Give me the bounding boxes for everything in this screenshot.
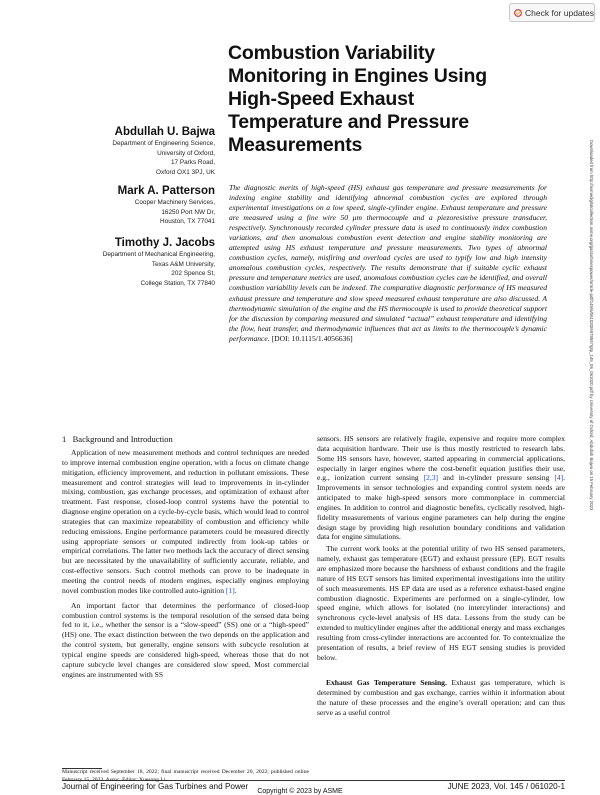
author-affiliation-line: Cooper Machinery Services, [134, 199, 215, 206]
paper-title: Combustion Variability Monitoring in Engines Using High-Speed Exhaust Temperature and Pressure Measurements [228, 42, 487, 156]
author-block-3 [103, 236, 215, 288]
paragraph: Application of new measurement methods and control techniques are needed to improve internal combustion engine operation, with a focus on climate change mitigation, efficiency improvement, and reduction in pollutant emissions. These measurement and control strategies will lead to improvements in in-cylinder mixing, combustion, gas exchange processes, and optimization of exhaust after treatment. Fast response, closed-loop control systems have the potential to diagnose engine operation on a cycle-by-cycle basis, which would lead to control strategies that can maximize repeatability of combustion and efficiency while reducing emissions. Engine performance parameters could be measured directly using appropriate sensors or computed indirectly from look-up tables or empirical correlations. The latter two methods lack the accuracy of direct sensing but are necessitated by the unavailability of sufficiently accurate, reliable, and cost-effective sensors. Such control methods can prove to be inadequate in meeting the control needs of modern engines, especially engines employing novel combustion modes like controlled auto-ignition [1]. [62, 448, 309, 595]
abstract-text: The diagnostic merits of high-speed (HS) exhaust gas temperature and pressure measurements for indexing engine stability and identifying abnormal combustion cycles are explored through experimental investigations on a low speed, single-cylinder engine. Exhaust temperature and pressure are measured using a fine wire 50 μm thermocouple and a piezoresistive pressure transducer, respectively. Synchronously recorded cylinder pressure data is used to continuously index combustion variations, and then anomalous combustion event detection and engine stability monitoring are attempted using HS exhaust temperature and pressure measurements. Two types of abnormal combustion cycles, namely, misfiring and overload cycles are used to typify low and high intensity anomalous combustion cycles, respectively. The results demonstrate that if suitable cyclic exhaust pressure and temperature metrics are used, anomalous combustion cycles can be identified, and overall combustion variability levels can be indexed. The comparative diagnostic performance of HS measured exhaust pressure and temperature and slow speed measured exhaust temperature are also discussed. A thermodynamic simulation of the engine and the HS thermocouple is used to provide theoretical support for the discussion by comparing measured and simulated “actual” exhaust temperature and identifying the flow, heat transfer, and thermodynamic influences that act as limits to the thermocouple’s dynamic performance. [229, 183, 547, 343]
citation-link[interactable]: [4] [554, 473, 564, 483]
author-block-2 [118, 184, 215, 227]
paragraph-text: and in-cylinder pressure sensing [442, 473, 550, 483]
footer-copyright: Copyright © 2023 by ASME [257, 788, 343, 795]
doi-link[interactable]: [DOI: 10.1115/1.4056636] [271, 333, 353, 343]
paragraph [317, 678, 565, 717]
author-affiliation-line: Texas A&M University, [151, 260, 215, 268]
footer-journal-name: Journal of Engineering for Gas Turbines and Power [62, 782, 249, 791]
paragraph-text: sensors. HS sensors are relatively fragile, expensive and require more complex data acquisition hardware. Their use is thus mostly restricted to research labs. Some HS sensors have, however, started appearing in commercial applications, especially in larger engines where the cost-benefit equation justifies their use, e.g., ionization current sensing [317, 434, 565, 483]
abstract [229, 183, 547, 344]
section-number: 1 [62, 434, 67, 444]
check-updates-label: Check for updates [525, 7, 594, 18]
section-heading [62, 434, 173, 444]
paragraph: An important factor that determines the performance of closed-loop combustion control systems is the temporal resolution of the sensed data being fed to it, i.e., whether the sensor is a “slow-speed” (SS) one or a “high-speed” (HS) one. The exact distinction between the two depends on the application and the control system, but generally, engine sensors with subcycle resolution at typical engine speeds are considered high-speed, whereas those that do not capture subcycle level changes are considered slow speed. Most commercial engines are instrumented with SS [62, 600, 309, 679]
author-affiliation-line: College Station, TX 77840 [140, 279, 215, 287]
author-name: Abdullah U. Bajwa [114, 126, 215, 138]
paragraph-text: Exhaust gas temperature, which is determined by combustion and gas exchange, carries within it information about the nature of these processes and the engine’s overall operation; and can thus serve as a useful control [317, 678, 565, 717]
author-affiliation-line: 17 Parks Road, [170, 159, 215, 167]
check-updates-icon [514, 7, 522, 19]
download-note-text: Downloaded from http://asmedigitalcollection.asme.org/gasturbinespower/article-pdf/145/6/061020/6978597/gtp_145_06_061020.pdf by University of Oxford, Abdullah Bajwa on 15 February 2023 [589, 140, 594, 511]
citation-link[interactable]: [1] [225, 585, 235, 595]
paragraph-text: Application of new measurement methods and control techniques are needed to improve internal combustion engine operation, with a focus on climate change mitigation, efficiency improvement, and reduction in pollutant emissions. These measurement and control strategies will lead to improvements in in-cylinder mixing, combustion, gas exchange processes, and optimization of exhaust after treatment. Fast response, closed-loop control systems have the potential to diagnose engine operation on a cycle-by-cycle basis, which would lead to control strategies that can maximize repeatability of combustion and efficiency while reducing emissions. Engine performance parameters could be measured directly using appropriate sensors or computed indirectly from look-up tables or empirical correlations. The latter two methods lack the accuracy of direct sensing but are necessitated by the unavailability of sufficiently accurate, reliable, and cost-effective sensors. Such control methods can prove to be inadequate in meeting the control needs of modern engines, especially engines employing novel combustion modes like controlled auto-ignition [62, 448, 309, 595]
footer-rule [62, 780, 565, 781]
author-affiliation-line: 16250 Port NW Dr, [161, 208, 215, 216]
footer-issue-info: JUNE 2023, Vol. 145 / 061020-1 [447, 782, 565, 791]
author-affiliation-line: University of Oxford, [157, 149, 215, 157]
left-column [62, 448, 309, 679]
paragraph-text: . Improvements in sensor technologies and expanding control system needs are anticipated to make high-speed sensors more commonplace in commercial engines. In addition to control and diagnostic benefits, cyclically resolved, high-fidelity measurements of various engine parameters can help during the engine design stage by providing high resolution boundary conditions and validation data for engine simulations. [317, 473, 566, 542]
subsection-heading: Exhaust Gas Temperature Sensing. [326, 678, 447, 688]
footnote: Manuscript received September 18, 2022; final manuscript received December 20, 2022; published online February 15, 2023. Assoc. Editor: Xuesong Li. [62, 769, 309, 783]
author-block-1 [112, 125, 215, 177]
author-affiliation-line: 202 Spence St, [171, 270, 215, 278]
section-title: Background and Introduction [72, 434, 173, 444]
author-affiliation-line: Oxford OX1 3PJ, UK [156, 168, 215, 176]
author-name: Mark A. Patterson [117, 185, 215, 197]
paragraph [317, 434, 565, 542]
citation-link[interactable]: [2,3] [423, 473, 439, 483]
author-affiliation-line: Department of Engineering Science, [112, 140, 215, 147]
author-affiliation-line: Houston, TX 77041 [160, 218, 215, 226]
paragraph: The current work looks at the potential utility of two HS sensed parameters, namely, exhaust gas temperature (EGT) and exhaust pressure (EP). EGT results are emphasized more because the harshness of exhaust conditions and the fragile nature of HS EGT sensors has limited experimental investigations into the utility of such measurements. HS EP data are used as a reference exhaust-based engine combustion diagnostic. Experiments are performed on a single-cylinder, low speed engine, which allows for isolated (no intercylinder interactions) and synchronous cycle-level analysis of HS data. Lessons from the study can be extended to multicylinder engines after the additional energy and mass exchanges resulting from cross-cylinder interactions are accounted for. To contextualize the presentation of results, a brief review of HS EGT sensing studies is provided below. [317, 544, 565, 662]
download-note [585, 140, 595, 610]
author-affiliation-line: Department of Mechanical Engineering, [102, 251, 215, 258]
check-for-updates-badge[interactable] [509, 3, 595, 22]
right-column [317, 434, 565, 718]
author-name: Timothy J. Jacobs [114, 237, 215, 249]
